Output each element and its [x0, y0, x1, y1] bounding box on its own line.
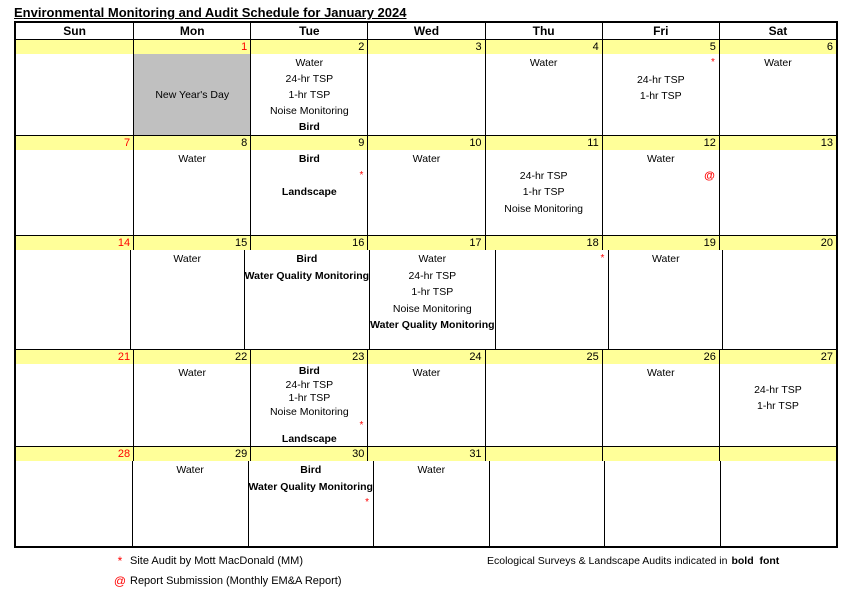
week-row — [16, 446, 836, 546]
date-cell[interactable] — [16, 136, 133, 150]
day-cell[interactable] — [367, 364, 484, 446]
day-cell[interactable] — [16, 54, 133, 135]
activity-label: Landscape — [281, 432, 337, 445]
date-number: 8 — [241, 137, 248, 149]
day-cell[interactable] — [495, 250, 609, 349]
activity-label: Water — [646, 367, 675, 379]
activity-label: Water — [178, 367, 207, 379]
activity-label: 1-hr TSP — [288, 392, 331, 404]
date-number: 27 — [820, 351, 833, 363]
week-row — [16, 235, 836, 349]
day-cell[interactable] — [250, 54, 367, 135]
day-header-wed: Wed — [367, 23, 484, 39]
date-number: 17 — [469, 237, 482, 249]
date-cell[interactable] — [16, 350, 133, 364]
activity-label: 1-hr TSP — [639, 90, 682, 102]
report-submission-legend-symbol: @ — [113, 574, 127, 588]
footer-legend — [112, 551, 342, 591]
day-cell[interactable] — [133, 364, 250, 446]
day-cell[interactable] — [369, 250, 494, 349]
activity-label: Water — [651, 253, 680, 265]
footer-note-bold-text: bold font — [731, 555, 780, 567]
date-cell[interactable] — [250, 236, 367, 250]
date-cell[interactable] — [719, 447, 836, 461]
activity-label: 1-hr TSP — [411, 286, 454, 298]
date-cell[interactable] — [16, 447, 133, 461]
day-cell[interactable] — [130, 250, 244, 349]
date-cell[interactable] — [602, 40, 719, 54]
date-number: 16 — [352, 237, 365, 249]
week-content-row — [16, 54, 836, 135]
day-cell[interactable] — [719, 150, 836, 235]
activity-label: Water — [173, 253, 202, 265]
day-cell[interactable] — [250, 150, 367, 235]
activity-label: Bird — [298, 153, 320, 165]
date-number: 22 — [235, 351, 248, 363]
date-cell[interactable] — [485, 350, 602, 364]
activity-label: Bird — [300, 464, 322, 476]
date-number: 11 — [587, 137, 599, 149]
date-number: 24 — [469, 351, 482, 363]
date-cell[interactable] — [485, 236, 602, 250]
day-cell[interactable] — [719, 54, 836, 135]
day-header-tue: Tue — [250, 23, 367, 39]
date-cell[interactable] — [133, 447, 250, 461]
date-number: 19 — [703, 237, 716, 249]
week-content-row — [16, 461, 836, 546]
day-cell[interactable] — [485, 364, 602, 446]
date-cell[interactable] — [719, 236, 836, 250]
date-cell[interactable] — [602, 236, 719, 250]
footer-note-text: Ecological Surveys & Landscape Audits indicated in — [487, 555, 728, 567]
activity-label: Water Quality Monitoring — [244, 269, 370, 282]
day-header-row — [16, 23, 836, 39]
site-audit-marker: * — [710, 57, 715, 68]
date-band-row — [16, 236, 836, 250]
activity-label: Water — [529, 57, 558, 69]
week-row — [16, 349, 836, 446]
activity-label: Bird — [298, 121, 320, 133]
day-cell[interactable] — [367, 54, 484, 135]
activity-label — [720, 365, 836, 382]
date-number: 12 — [703, 137, 716, 149]
date-number: 2 — [358, 41, 365, 53]
day-cell[interactable] — [248, 461, 373, 546]
date-cell[interactable] — [133, 40, 250, 54]
date-cell[interactable] — [602, 447, 719, 461]
report-submission-marker: @ — [704, 169, 715, 182]
week-row — [16, 39, 836, 135]
date-cell[interactable] — [16, 236, 133, 250]
week-content-row — [16, 250, 836, 349]
activity-label: Bird — [298, 365, 320, 377]
day-cell[interactable] — [367, 150, 484, 235]
site-audit-marker: * — [359, 420, 364, 431]
activity-label: Water — [176, 464, 204, 476]
activity-label: Bird — [296, 253, 318, 265]
activity-label: Noise Monitoring — [392, 302, 472, 315]
day-cell[interactable] — [719, 364, 836, 446]
date-band-row — [16, 350, 836, 364]
day-cell[interactable] — [133, 54, 250, 135]
date-number: 15 — [235, 237, 248, 249]
date-cell[interactable] — [602, 136, 719, 150]
activity-label: Water — [764, 57, 792, 69]
date-number: 21 — [117, 351, 131, 363]
date-cell[interactable] — [133, 236, 250, 250]
date-cell[interactable] — [367, 136, 484, 150]
site-audit-marker: * — [359, 169, 364, 181]
activity-label: 24-hr TSP — [285, 378, 334, 391]
legend-item — [112, 551, 342, 571]
activity-label: Noise Monitoring — [269, 405, 349, 418]
day-cell[interactable] — [373, 461, 489, 546]
date-cell[interactable] — [250, 447, 367, 461]
activity-label — [486, 151, 602, 168]
activity-label: Water — [646, 153, 675, 165]
day-cell[interactable] — [244, 250, 369, 349]
day-cell[interactable] — [489, 461, 605, 546]
site-audit-marker: * — [365, 497, 369, 508]
date-cell[interactable] — [250, 136, 367, 150]
activity-label: Landscape — [281, 186, 337, 198]
activity-label: 1-hr TSP — [522, 186, 565, 198]
activity-label: 24-hr TSP — [754, 383, 802, 396]
date-number: 29 — [235, 448, 248, 460]
holiday-label: New Year's Day — [155, 89, 230, 101]
week-content-row — [16, 364, 836, 446]
date-number: 10 — [469, 137, 482, 149]
date-cell[interactable] — [250, 40, 367, 54]
site-audit-legend-symbol: * — [117, 554, 123, 568]
date-cell[interactable] — [485, 136, 602, 150]
day-header-mon: Mon — [133, 23, 250, 39]
day-cell[interactable] — [485, 150, 602, 235]
date-cell[interactable] — [367, 447, 484, 461]
date-cell[interactable] — [719, 350, 836, 364]
day-header-thu: Thu — [485, 23, 602, 39]
legend-text: Report Submission (Monthly EM&A Report) — [130, 575, 342, 587]
date-number: 31 — [469, 448, 482, 460]
day-cell[interactable] — [604, 461, 720, 546]
day-cell[interactable] — [16, 150, 133, 235]
page-title: Environmental Monitoring and Audit Schedule for January 2024 — [14, 5, 407, 20]
activity-label: Water — [295, 57, 324, 69]
activity-label: 24-hr TSP — [636, 73, 685, 86]
activity-label: Noise Monitoring — [504, 202, 584, 215]
date-cell[interactable] — [367, 350, 484, 364]
date-band-row — [16, 447, 836, 461]
date-number: 4 — [592, 41, 599, 53]
date-number: 28 — [117, 448, 131, 460]
date-cell[interactable] — [719, 136, 836, 150]
date-number: 5 — [709, 41, 716, 53]
activity-label: 24-hr TSP — [285, 73, 334, 85]
legend-item — [112, 571, 342, 591]
day-cell[interactable] — [250, 364, 367, 446]
activity-label: Water — [178, 153, 207, 165]
date-number: 25 — [586, 351, 599, 363]
activity-label: 1-hr TSP — [288, 89, 331, 101]
date-cell[interactable] — [133, 136, 250, 150]
site-audit-marker: * — [600, 253, 605, 264]
date-cell[interactable] — [133, 350, 250, 364]
activity-label: 24-hr TSP — [408, 269, 457, 282]
date-cell[interactable] — [602, 350, 719, 364]
day-cell[interactable] — [16, 250, 130, 349]
day-cell[interactable] — [133, 150, 250, 235]
legend-text: Site Audit by Mott MacDonald (MM) — [130, 555, 304, 567]
activity-label: Water — [412, 153, 441, 165]
calendar-table — [14, 21, 838, 548]
date-number: 1 — [241, 41, 248, 53]
activity-label: Water — [412, 367, 441, 379]
activity-label: Water — [417, 464, 446, 476]
day-cell[interactable] — [16, 364, 133, 446]
week-row — [16, 135, 836, 235]
date-number: 6 — [826, 41, 833, 53]
date-cell[interactable] — [367, 40, 484, 54]
date-cell[interactable] — [485, 40, 602, 54]
day-cell[interactable] — [602, 150, 719, 235]
activity-label: Noise Monitoring — [269, 105, 349, 117]
date-number: 14 — [117, 237, 131, 249]
day-cell[interactable] — [608, 250, 722, 349]
footer-note — [487, 555, 779, 567]
activity-label: 24-hr TSP — [519, 169, 568, 182]
date-cell[interactable] — [16, 40, 133, 54]
day-cell[interactable] — [720, 461, 836, 546]
date-band-row — [16, 136, 836, 150]
date-number: 7 — [124, 137, 131, 149]
date-band-row — [16, 40, 836, 54]
activity-label: Water Quality Monitoring — [248, 480, 373, 493]
date-number: 23 — [352, 351, 365, 363]
day-cell[interactable] — [485, 54, 602, 135]
date-number: 13 — [820, 137, 833, 149]
date-number: 20 — [820, 237, 833, 249]
activity-label: Water Quality Monitoring — [370, 319, 495, 331]
day-header-fri: Fri — [602, 23, 719, 39]
date-number: 30 — [352, 448, 365, 460]
activity-label: Water — [418, 253, 447, 265]
day-header-sun: Sun — [63, 24, 86, 38]
activity-label: 1-hr TSP — [757, 400, 799, 412]
day-header-sat: Sat — [719, 23, 836, 39]
day-cell[interactable] — [602, 364, 719, 446]
day-cell[interactable] — [722, 250, 836, 349]
day-cell[interactable] — [16, 461, 132, 546]
date-number: 26 — [703, 351, 716, 363]
day-cell[interactable] — [132, 461, 248, 546]
date-cell[interactable] — [719, 40, 836, 54]
date-number: 18 — [586, 237, 599, 249]
date-number: 3 — [475, 41, 482, 53]
day-cell[interactable] — [602, 54, 719, 135]
date-cell[interactable] — [367, 236, 484, 250]
date-number: 9 — [358, 137, 365, 149]
week-content-row — [16, 150, 836, 235]
date-cell[interactable] — [485, 447, 602, 461]
date-cell[interactable] — [250, 350, 367, 364]
